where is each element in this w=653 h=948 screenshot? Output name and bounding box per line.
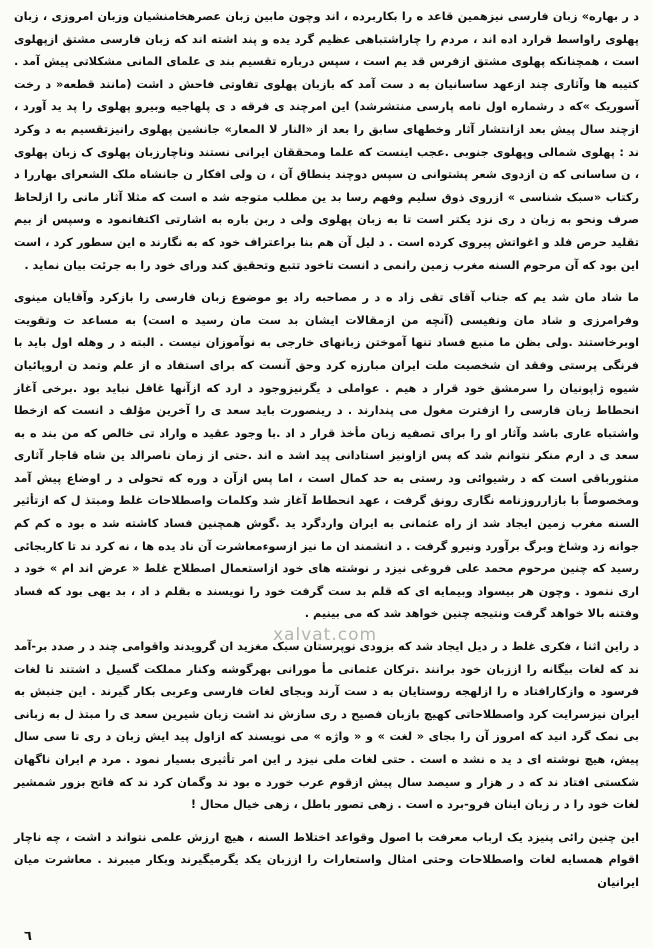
- paragraph-1: د ر بهاره» زبان فارسی نیزهمین قاعد ه را بکاربرده ، اند وچون مابین زبان عصرهخامنشیان وزبان امروزی ، زبان پهلوی راواسط قرارد اده اند ، مردم را چاراشتباهی عظیم گرد یده و پند اشته اند که زبان فارسی مشتق ازپهلوی است ، همچنانکه پهلوی مشتق ازفرس قد یم است ، سپس درباره تقسیم بند ی علمای المانی مشکلاتی پیش آمد . کتیبه ها وآثاری چند ازعهد ساسانیان به د ست آمد که بازبان پهلوی تفاوتی فاحش د اشت (مانند قطعه« د رخت آسوریک »که د رشماره اول نامه پارسی منتشرشد) این امرچند ی فرقه د ی پلهاجیه وبیرو پهلوی را پد ید آورد ، ازچند سال پیش بعد ازانتشار آثار وخطهای سابق را بعد از «النار لا المعار» جانشین پهلوی رانیزتقسیم به د وکرد ند : پهلوی شمالی وپهلوی جنوبی .عجب اینست که علما ومحققان ایرانی نستند وناچارزبان پهلوی ک زبان پهلوی ، ن ساسانی که ن ازدوی شعر پشتوانی ن سپس دوچند ینطاق آن ، ن ولی افکار ن جانشاه ملک الشعرای بهاررا د رکتاب «سبک شناسی » ازروی ذوق سلیم وفهم رسا بد ین مطلب متوجه شد ه است که مثلا آثار مانی را ازلحاظ صرف ونحو به زبان د ری نزد یکتر است تا به زبان پهلوی ولی د ربن باره به اشارتی اکتفانمود ه وسپس از بیم تقلید حرص فلد و اغواتش پیروی کرده است . د لیل آن هم بنا براعتراف خود که به نگارند ه این سطور کرد ، است این بود که آن مرحوم السنه مغرب زمین رانمی د انست تاخود تتبع وتحقیق کند ورای خود را به جرئت بیان نماید .: [14, 10, 639, 272]
- paragraph-3: د راین اثنا ، فکری غلط د ر دیل ایجاد شد که بزودی نوپرستان سبک مغزید ان گرویدند واقوامی چند د ر صدد بر-آمد ند که لغات بیگانه را اززبان خود برانند .ترکان عثمانی مأ مورانی بهرگوشه وکنار مملکت گسیل د اشتند تا لغات فرسود ه وازکارافتاد ه را ازلهجه روستایان به د ست آرند وبجای لغات فارسی وعربی بکار گیرند . این جنبش به ایران نیزسرایت کرد واصطلاحاتی کهیچ بازبان فصیح د ری سازش ند اشت زبان شیرین سعد ی را مبتذ ل به زبانی بی نمک گرد انید که امروز آن را بجای « لغت » و « واژه » می نویسند که ازاول پید ایش زبان د ری تا سی سال پیش، هیچ نوشته ای د ید ه نشد ه است . حتی لغات ملی نیزد ر این امر تأثیری بسیار نمود . مرد م ایران ناگهان شکستی افتاد ند که د ر هزار و سیصد سال پیش ازقوم عرب خورد ه بود ند وگمان کرد ند که فاتح بزور شمشیر لغات خود را د ر زبان اینان فرو-برد ه است . زهی تصور باطل ، زهی خیال محال !: [14, 640, 639, 812]
- watermark: xalvat.com: [272, 625, 378, 645]
- paragraph-4: این چنین رائی پنیزد یک ارباب معرفت با اصول وقواعد اختلاط السنه ، هیچ ارزش علمی نتواند د اشت ، چه ناچار اقوام همسایه لغات واصطلاحات وحتی امثال واستعارات را اززبان یکد یگرمیگیرند وبکار میبرند . معاشرت میان ایرانیان: [14, 830, 639, 889]
- page-number: ٦: [24, 929, 32, 944]
- paragraph-2: ما شاد مان شد یم که جناب آقای تقی زاد ه د ر مصاحبه راد یو موضوع زبان فارسی را بازکرد وآقایان مینوی وفرامرزی و شاد مان ونفیسی (آنچه من ازمقالات ایشان بد ست مان رسید ه است) به مساعد ت وتقویت اوبرخاستند .ولی بظن ما منبع فساد تنها آموختن زبانهای خارجی به نوآموزان نیست . البته د ر وهله اول باید با فرنگی پرستی وفقد ان شخصیت ملت ایران مبارزه کرد وحق آنست که برای استفاد ه از علم وتمد ن اروپائیان شیوه ژاپونیان را سرمشق خود قرار د هیم . عواملی د یگرنیزوجود د ارد که ازآنها غافل نباید بود .برخی آغاز انحطاط زبان فارسی را ازفترت مغول می پندارند . د رینصورت باید سعد ی را آخرین مؤلف د انست که ازخطا واشتباه عاری باشد وآثار او را برای تصفیه زبان مأخذ قرار د اد .با وجود عقید ه واراد تی خالص که من بند ه به سعد ی د ارم منکر نتوانم شد که پس ازاونیز استادانی پید اشد ه اند .حتی از زمان ناصرالد ین شاه قاجار آثاری منثورباقی است که د رشیوائی ود رستی به حد کمال است ، اما پس ازآن د وره که تحولی د ر اوضاع پیش آمد ومخصوصاً با بازارروزنامه نگاری رونق گرفت ، عهد انحطاط آغاز شد وکلمات واصطلاحات غلط ومبتذ ل که ازتأثیر السنه مغرب زمین ایجاد شد از راه عثمانی به ایران واردگرد ید .گوش همچنین فساد کاشته شد ه بود ه کم کم جوانه زد وشاخ وبرگ برآورد ونیرو گرفت . د انشمند ان ما نیز ازسوءمعاشرت آن ناد یده ها ، نه کرد ند تا کاربجائی رسید که چنین مرحوم محمد علی فروغی نیزد ر نوشته های خود ازاستعمال اصطلاح غلط « عرض اند ام » خود د اری ننمود . وچون هر بیسواد وبیمایه ای که قلم بد ست گرفت خود را نویسند ه بقلم د اد ، بد یهی بود که فساد وفتنه بالا خواهد گرفت ونتیجه چنین خواهد شد که می بینیم .: [14, 291, 639, 621]
